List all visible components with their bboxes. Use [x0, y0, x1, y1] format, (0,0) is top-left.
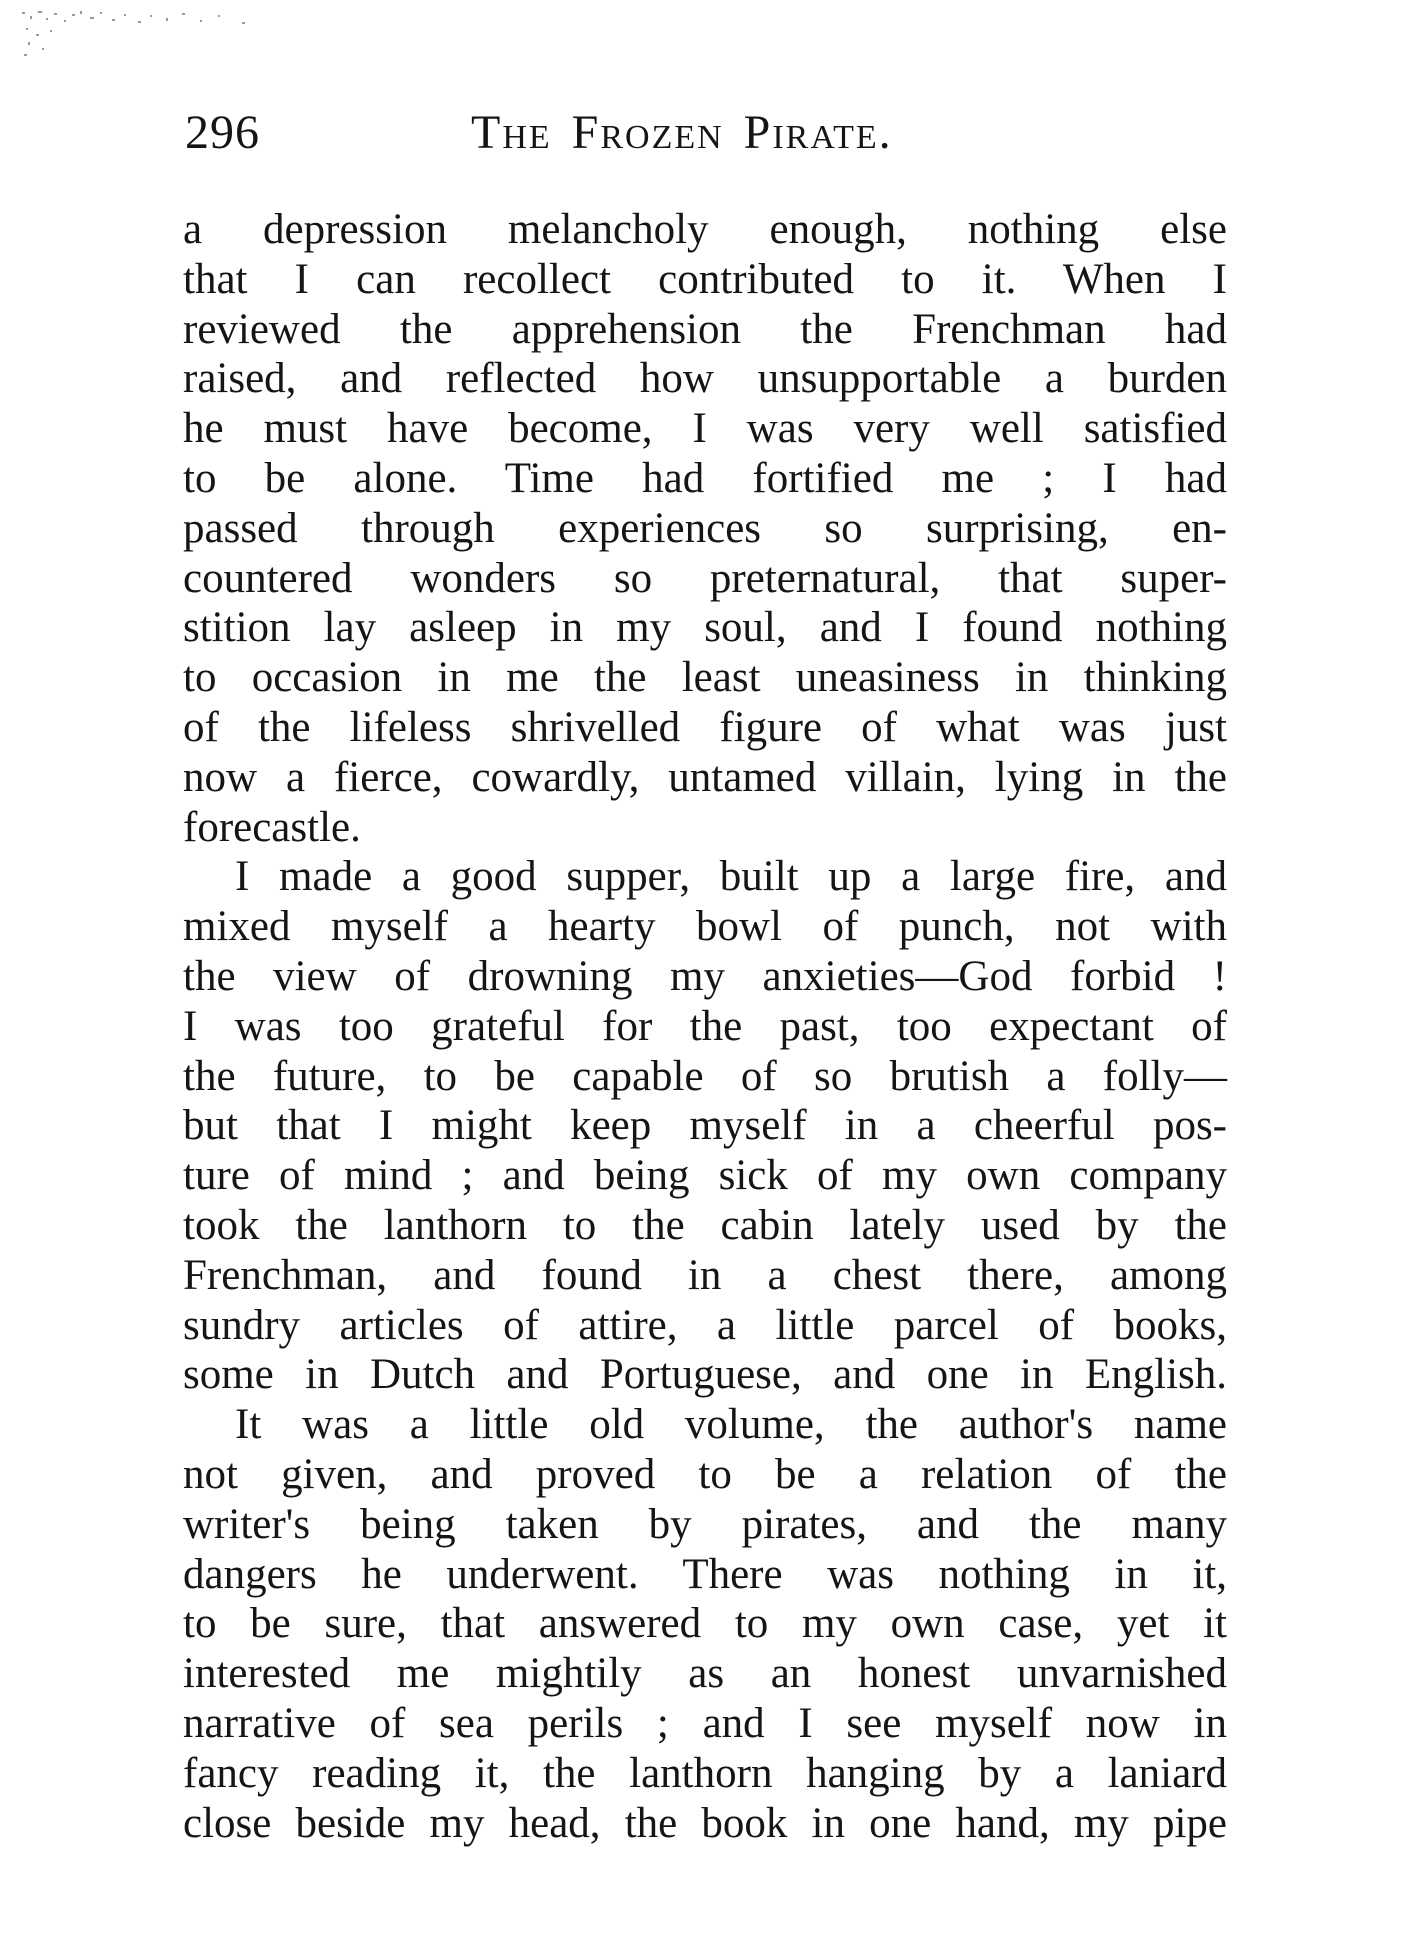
paragraph-end-line: some in Dutch and Portuguese, and one in English. [183, 1351, 1227, 1399]
text-line: ture of mind ; and being sick of my own company [183, 1152, 1227, 1200]
text-line: of the lifeless shrivelled figure of what was just [183, 703, 1227, 751]
text-line: fancy reading it, the lanthorn hanging by a laniard [183, 1749, 1227, 1797]
text-line: Frenchman, and found in a chest there, among [183, 1251, 1227, 1299]
text-line: took the lanthorn to the cabin lately used by the [183, 1201, 1227, 1249]
text-line: dangers he underwent. There was nothing in it, [183, 1550, 1227, 1598]
text-line: countered wonders so preternatural, that super- [183, 554, 1227, 602]
scan-speckle-decoration [20, 8, 280, 60]
paragraph-start-line: It was a little old volume, the author's name [235, 1401, 1227, 1449]
text-line: to be sure, that answered to my own case, yet it [183, 1600, 1227, 1648]
text-line: stition lay asleep in my soul, and I found nothing [183, 604, 1227, 652]
page-header [185, 98, 1225, 168]
text-line: he must have become, I was very well satisfied [183, 405, 1227, 453]
text-line: interested me mightily as an honest unvarnished [183, 1650, 1227, 1698]
text-line: not given, and proved to be a relation of the [183, 1450, 1227, 1498]
paragraph-end-line: forecastle. [183, 803, 361, 851]
body-text [183, 205, 1227, 1848]
text-line: the view of drowning my anxieties—God forbid ! [183, 952, 1227, 1000]
text-line: to occasion in me the least uneasiness in thinking [183, 654, 1227, 702]
text-line: a depression melancholy enough, nothing else [183, 206, 1227, 253]
text-line: close beside my head, the book in one hand, my pipe [183, 1799, 1227, 1847]
text-line: narrative of sea perils ; and I see myself now in [183, 1699, 1227, 1747]
text-line: I was too grateful for the past, too expectant of [183, 1002, 1227, 1050]
text-line: writer's being taken by pirates, and the many [183, 1500, 1227, 1548]
page-number: 296 [185, 106, 260, 159]
text-line: sundry articles of attire, a little parcel of books, [183, 1301, 1227, 1349]
text-line: reviewed the apprehension the Frenchman had [183, 305, 1227, 353]
paragraph-start-line: I made a good supper, built up a large fire, and [235, 853, 1227, 901]
text-line: raised, and reflected how unsupportable a burden [183, 355, 1227, 403]
text-line: mixed myself a hearty bowl of punch, not with [183, 903, 1227, 951]
text-line: the future, to be capable of so brutish a folly— [183, 1052, 1227, 1100]
text-line: that I can recollect contributed to it. When I [183, 255, 1227, 303]
text-line: but that I might keep myself in a cheerful pos- [183, 1102, 1227, 1150]
text-line: passed through experiences so surprising, en- [183, 504, 1227, 552]
text-line: to be alone. Time had fortified me ; I had [183, 454, 1227, 502]
running-title: The Frozen Pirate. [471, 106, 893, 159]
text-line: now a fierce, cowardly, untamed villain, lying in the [183, 753, 1227, 801]
